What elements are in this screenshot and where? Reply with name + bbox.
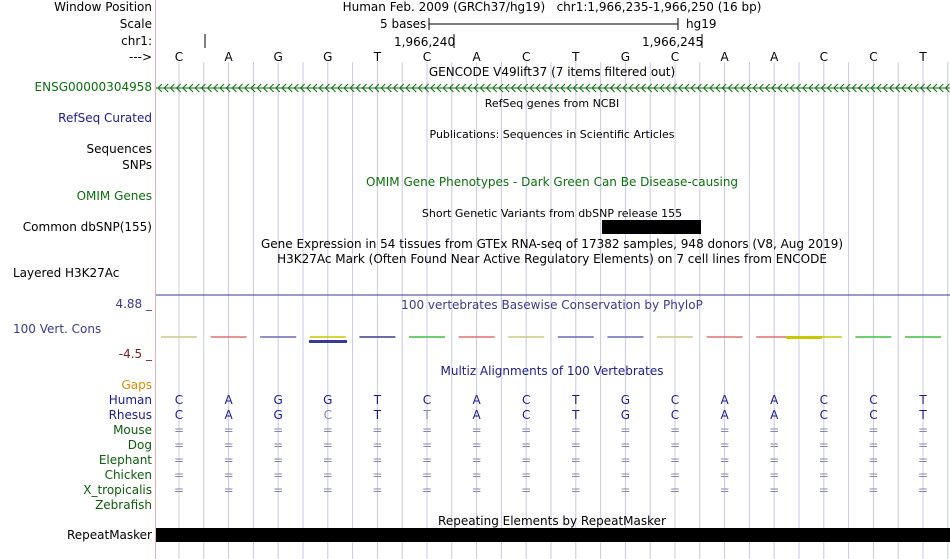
match-symbol: = bbox=[173, 453, 185, 467]
match-symbol: = bbox=[173, 423, 185, 437]
species-label-zebrafish[interactable]: Zebrafish bbox=[95, 498, 152, 512]
match-symbol: = bbox=[818, 483, 829, 497]
match-symbol: = bbox=[719, 483, 730, 497]
snps-track-label[interactable]: SNPs bbox=[122, 158, 152, 172]
omim-track-label[interactable]: OMIM Genes bbox=[76, 189, 152, 203]
publications-track-title: Publications: Sequences in Scientific Articles bbox=[429, 128, 675, 141]
match-symbol: = bbox=[521, 453, 532, 467]
match-symbol: = bbox=[570, 483, 581, 497]
match-symbol: = bbox=[917, 453, 929, 467]
rhesus-base: C bbox=[869, 408, 878, 422]
match-symbol: = bbox=[421, 423, 433, 437]
rhesus-base: A bbox=[720, 408, 729, 422]
match-symbol: = bbox=[818, 438, 829, 452]
match-symbol: = bbox=[570, 453, 581, 467]
human-base: A bbox=[472, 393, 481, 407]
human-base: G bbox=[273, 393, 283, 407]
rhesus-base: A bbox=[224, 408, 233, 422]
match-symbol: = bbox=[273, 468, 284, 482]
rhesus-base: C bbox=[323, 408, 332, 422]
rhesus-base: C bbox=[819, 408, 828, 422]
dbsnp-variant-block[interactable] bbox=[602, 220, 701, 234]
base-letter: G bbox=[323, 50, 333, 64]
match-symbol: = bbox=[669, 468, 681, 482]
rhesus-base: T bbox=[572, 408, 580, 422]
phylop-signal bbox=[156, 320, 950, 360]
match-symbol: = bbox=[818, 453, 829, 467]
match-symbol: = bbox=[521, 483, 532, 497]
phylop-track-title: 100 vertebrates Basewise Conservation by PhyloP bbox=[401, 298, 703, 312]
match-symbol: = bbox=[719, 468, 730, 482]
base-letter: C bbox=[869, 50, 878, 64]
match-symbol: = bbox=[521, 438, 532, 452]
match-symbol: = bbox=[372, 468, 383, 482]
match-symbol: = bbox=[471, 438, 482, 452]
match-symbol: = bbox=[471, 468, 482, 482]
base-letter: A bbox=[770, 50, 779, 64]
dbsnp-track-label[interactable]: Common dbSNP(155) bbox=[22, 220, 152, 234]
match-symbol: = bbox=[322, 453, 333, 467]
match-symbol: = bbox=[223, 453, 234, 467]
match-symbol: = bbox=[818, 468, 829, 482]
refseq-track-title: RefSeq genes from NCBI bbox=[484, 97, 620, 110]
match-symbol: = bbox=[471, 483, 482, 497]
match-symbol: = bbox=[570, 438, 581, 452]
human-base: C bbox=[670, 393, 680, 407]
match-symbol: = bbox=[818, 423, 829, 437]
match-symbol: = bbox=[769, 438, 780, 452]
match-symbol: = bbox=[372, 423, 383, 437]
human-base: G bbox=[323, 393, 333, 407]
match-symbol: = bbox=[669, 438, 681, 452]
match-symbol: = bbox=[521, 468, 532, 482]
match-symbol: = bbox=[372, 453, 383, 467]
coord-1: 1,966,240 bbox=[394, 35, 456, 49]
coord-2: 1,966,245 bbox=[642, 35, 704, 49]
match-symbol: = bbox=[570, 468, 581, 482]
match-symbol: = bbox=[769, 453, 780, 467]
human-base: C bbox=[521, 393, 531, 407]
match-symbol: = bbox=[570, 423, 581, 437]
match-symbol: = bbox=[273, 438, 284, 452]
human-base: A bbox=[720, 393, 729, 407]
match-symbol: = bbox=[669, 483, 681, 497]
match-symbol: = bbox=[372, 438, 383, 452]
rhesus-base: T bbox=[373, 408, 382, 422]
base-letter: T bbox=[919, 50, 927, 64]
species-label-mouse[interactable]: Mouse bbox=[113, 423, 152, 437]
base-letter: A bbox=[720, 50, 729, 64]
human-base: A bbox=[770, 393, 779, 407]
base-letter: C bbox=[174, 50, 184, 64]
rhesus-base: T bbox=[919, 408, 927, 422]
dbsnp-track-title: Short Genetic Variants from dbSNP release 155 bbox=[421, 207, 683, 220]
match-symbol: = bbox=[421, 438, 433, 452]
match-symbol: = bbox=[322, 423, 333, 437]
cons-track-label[interactable]: 100 Vert. Cons bbox=[13, 322, 102, 336]
refseq-track-label[interactable]: RefSeq Curated bbox=[58, 111, 152, 125]
match-symbol: = bbox=[223, 468, 234, 482]
rhesus-base: A bbox=[472, 408, 481, 422]
species-label-elephant[interactable]: Elephant bbox=[98, 453, 152, 467]
multiz-track-title: Multiz Alignments of 100 Vertebrates bbox=[440, 364, 664, 378]
strand-arrow-label[interactable]: ---> bbox=[128, 50, 152, 64]
omim-track-title: OMIM Gene Phenotypes - Dark Green Can Be Disease-causing bbox=[365, 175, 739, 189]
match-symbol: = bbox=[322, 483, 333, 497]
match-symbol: = bbox=[322, 438, 333, 452]
species-label-dog[interactable]: Dog bbox=[127, 438, 152, 452]
gtex-track-title: Gene Expression in 54 tissues from GTEx RNA-seq of 17382 samples, 948 donors (V8, Aug 2019) bbox=[260, 237, 844, 251]
scale-text: 5 bases bbox=[380, 17, 427, 31]
repeatmasker-element[interactable] bbox=[156, 528, 950, 542]
match-symbol: = bbox=[620, 483, 631, 497]
match-symbol: = bbox=[620, 453, 631, 467]
match-symbol: = bbox=[173, 468, 185, 482]
match-symbol: = bbox=[719, 438, 730, 452]
match-symbol: = bbox=[719, 453, 730, 467]
base-letter: C bbox=[819, 50, 828, 64]
match-symbol: = bbox=[223, 438, 234, 452]
human-base: T bbox=[919, 393, 927, 407]
match-symbol: = bbox=[372, 483, 383, 497]
human-base: C bbox=[422, 393, 432, 407]
match-symbol: = bbox=[917, 483, 929, 497]
match-symbol: = bbox=[868, 438, 879, 452]
match-symbol: = bbox=[769, 483, 780, 497]
rhesus-base: A bbox=[770, 408, 779, 422]
base-letter: A bbox=[224, 50, 233, 64]
match-symbol: = bbox=[421, 483, 433, 497]
base-letter: G bbox=[273, 50, 283, 64]
cons-min-label: -4.5 _ bbox=[118, 347, 152, 361]
phylop-mark bbox=[786, 336, 822, 339]
rhesus-base: T bbox=[423, 408, 431, 422]
species-label-chicken[interactable]: Chicken bbox=[104, 468, 152, 482]
position-text: chr1:1,966,235-1,966,250 (16 bp) bbox=[556, 0, 762, 14]
match-symbol: = bbox=[273, 423, 284, 437]
rhesus-base: C bbox=[174, 408, 184, 422]
human-base: C bbox=[819, 393, 828, 407]
gencode-gene-feature[interactable] bbox=[156, 82, 950, 94]
match-symbol: = bbox=[769, 468, 780, 482]
human-base: T bbox=[373, 393, 382, 407]
match-symbol: = bbox=[273, 483, 284, 497]
human-base: C bbox=[174, 393, 184, 407]
window-position-label: Window Position bbox=[54, 0, 152, 14]
base-letter: T bbox=[373, 50, 382, 64]
position-header bbox=[343, 0, 762, 15]
match-symbol: = bbox=[620, 423, 631, 437]
match-symbol: = bbox=[769, 423, 780, 437]
rhesus-base: C bbox=[670, 408, 680, 422]
repeatmasker-track-title: Repeating Elements by RepeatMasker bbox=[438, 514, 666, 528]
species-label-rhesus[interactable]: Rhesus bbox=[108, 408, 152, 422]
base-letter: C bbox=[670, 50, 680, 64]
match-symbol: = bbox=[421, 468, 433, 482]
gencode-track-title: GENCODE V49lift37 (7 items filtered out) bbox=[428, 65, 676, 79]
phylop-mark bbox=[309, 340, 347, 343]
rhesus-base: G bbox=[273, 408, 283, 422]
match-symbol: = bbox=[868, 453, 879, 467]
human-base: T bbox=[572, 393, 580, 407]
match-symbol: = bbox=[173, 438, 185, 452]
match-symbol: = bbox=[917, 438, 929, 452]
match-symbol: = bbox=[223, 483, 234, 497]
match-symbol: = bbox=[223, 423, 234, 437]
match-symbol: = bbox=[719, 423, 730, 437]
track-labels bbox=[0, 0, 155, 559]
scale-label: Scale bbox=[119, 17, 152, 31]
match-symbol: = bbox=[273, 453, 284, 467]
human-base: C bbox=[869, 393, 878, 407]
match-symbol: = bbox=[868, 468, 879, 482]
match-symbol: = bbox=[868, 483, 879, 497]
match-symbol: = bbox=[669, 453, 681, 467]
species-label-human[interactable]: Human bbox=[108, 393, 152, 407]
scale-db: hg19 bbox=[686, 17, 717, 31]
match-symbol: = bbox=[322, 468, 333, 482]
human-base: A bbox=[224, 393, 233, 407]
rhesus-base: G bbox=[620, 408, 631, 422]
match-symbol: = bbox=[471, 453, 482, 467]
base-letter: C bbox=[521, 50, 531, 64]
base-letter: C bbox=[422, 50, 432, 64]
match-symbol: = bbox=[917, 423, 929, 437]
match-symbol: = bbox=[421, 453, 433, 467]
match-symbol: = bbox=[917, 468, 929, 482]
repeatmasker-track-label[interactable]: RepeatMasker bbox=[66, 528, 152, 542]
h3k27ac-track-label[interactable]: Layered H3K27Ac bbox=[13, 266, 120, 280]
rhesus-base: C bbox=[521, 408, 531, 422]
sequences-track-label[interactable]: Sequences bbox=[86, 142, 152, 156]
cons-max-label: 4.88 _ bbox=[115, 297, 152, 311]
chrom-label: chr1: bbox=[121, 34, 152, 48]
match-symbol: = bbox=[669, 423, 681, 437]
match-symbol: = bbox=[868, 423, 879, 437]
match-symbol: = bbox=[620, 468, 631, 482]
base-letter: G bbox=[620, 50, 631, 64]
h3k27ac-track-title: H3K27Ac Mark (Often Found Near Active Regulatory Elements) on 7 cell lines from ENCODE bbox=[277, 252, 827, 266]
base-letter: T bbox=[572, 50, 580, 64]
match-symbol: = bbox=[521, 423, 532, 437]
gaps-label: Gaps bbox=[121, 378, 152, 392]
match-symbol: = bbox=[173, 483, 185, 497]
match-symbol: = bbox=[471, 423, 482, 437]
species-label-x_tropicalis[interactable]: X_tropicalis bbox=[83, 483, 152, 497]
human-base: G bbox=[620, 393, 631, 407]
gencode-item-label[interactable]: ENSG00000304958 bbox=[34, 80, 152, 94]
assembly-text: Human Feb. 2009 (GRCh37/hg19) bbox=[342, 0, 546, 14]
match-symbol: = bbox=[620, 438, 631, 452]
base-letter: A bbox=[472, 50, 481, 64]
